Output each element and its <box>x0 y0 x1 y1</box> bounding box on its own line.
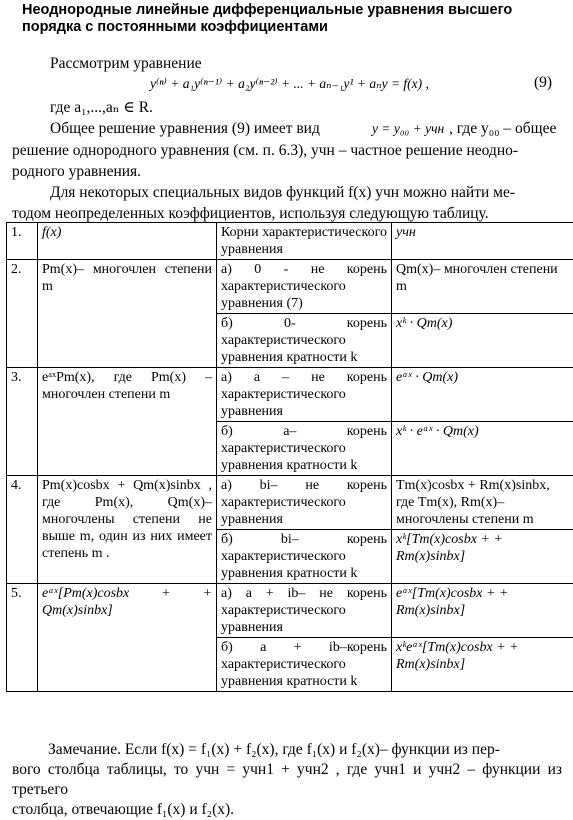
remark-line2: вого столбца таблицы, то yчн = yчн1 + yчн2 , где yчн1 и yчн2 – функции из третьего <box>12 760 562 800</box>
main-equation: y⁽ⁿ⁾ + a₁y⁽ⁿ⁻¹⁾ + a₂y⁽ⁿ⁻²⁾ + ... + aₙ₋₁y¹ + aₙy = f(x) , <box>150 76 429 92</box>
row-y: xᵏ · eᵃˣ · Qm(x) <box>392 422 573 476</box>
row-roots: б) 0- корень характеристического уравнения кратности k <box>217 314 392 368</box>
row-num: 4. <box>7 476 38 584</box>
general-solution-line2: решение однородного уравнения (см. п. 6.3), yчн – частное решение неодно- <box>12 141 518 160</box>
consider-text: Рассмотрим уравнение <box>50 54 202 73</box>
table-row <box>7 368 573 422</box>
remark-block <box>12 740 562 820</box>
row-f: Pm(x)– многочлен степени m <box>38 260 217 368</box>
special-functions-line2: тодом неопределенных коэффициентов, используя следующую таблицу. <box>12 204 489 223</box>
general-solution-line3: родного уравнения. <box>12 162 141 181</box>
header-y: yчн <box>392 223 573 260</box>
equation-number: (9) <box>534 74 552 92</box>
row-f: Pm(x)cosbx + Qm(x)sinbx , где Pm(x), Qm(x)– многочлены степени не выше m, один из них имеет степень m . <box>38 476 217 584</box>
row-f: eᵃˣPm(x), где Pm(x) – многочлен степени m <box>38 368 217 476</box>
row-y: eᵃˣ · Qm(x) <box>392 368 573 422</box>
general-solution-line1: Общее решение уравнения (9) имеет вид <box>50 119 320 138</box>
page-title: Неоднородные линейные дифференциальные уравнения высшего порядка с постоянными коэффициентами <box>22 2 542 36</box>
row-roots: б) bi– корень характеристического уравнения кратности k <box>217 530 392 584</box>
row-roots: а) bi– не корень характеристического уравнения <box>217 476 392 530</box>
row-num: 2. <box>7 260 38 368</box>
row-y: xᵏeᵃˣ[Tm(x)cosbx + + Rm(x)sinbx] <box>392 638 573 692</box>
table-row <box>7 260 573 314</box>
row-y: eᵃˣ[Tm(x)cosbx + + Rm(x)sinbx] <box>392 584 573 638</box>
header-roots: Корни характеристического уравнения <box>217 223 392 260</box>
row-roots: а) a – не корень характеристического уравнения <box>217 368 392 422</box>
row-y: Qm(x)– многочлен степени m <box>392 260 573 314</box>
header-f: f(x) <box>38 223 217 260</box>
row-f: eᵃˣ[Pm(x)cosbx + + Qm(x)sinbx] <box>38 584 217 692</box>
remark-line1: Замечание. Если f(x) = f₁(x) + f₂(x), где f₁(x) и f₂(x)– функции из пер- <box>12 740 562 760</box>
row-roots: а) 0 - не корень характеристического уравнения (7) <box>217 260 392 314</box>
where-text: где a₁,...,aₙ ∈ R. <box>50 98 153 117</box>
table-row <box>7 476 573 530</box>
row-num: 5. <box>7 584 38 692</box>
coefficients-table <box>6 222 573 692</box>
row-y: Tm(x)cosbx + Rm(x)sinbx, где Tm(x), Rm(x)– многочлены степени m <box>392 476 573 530</box>
row-num: 3. <box>7 368 38 476</box>
table-header-row <box>7 223 573 260</box>
row-roots: б) a– корень характеристического уравнения кратности k <box>217 422 392 476</box>
general-solution-formula: y = y₀₀ + yчн <box>372 121 444 137</box>
row-y: xᵏ · Qm(x) <box>392 314 573 368</box>
header-num: 1. <box>7 223 38 260</box>
special-functions-line1: Для некоторых специальных видов функций f(x) yчн можно найти ме- <box>50 183 515 202</box>
row-roots: б) a + ib–корень характеристического уравнения кратности k <box>217 638 392 692</box>
row-y: xᵏ[Tm(x)cosbx + + Rm(x)sinbx] <box>392 530 573 584</box>
row-roots: а) a + ib– не корень характеристического уравнения <box>217 584 392 638</box>
remark-line3: столбца, отвечающие f₁(x) и f₂(x). <box>12 800 562 820</box>
general-solution-line1b: , где y₀₀ – общее <box>449 119 556 138</box>
table-row <box>7 584 573 638</box>
